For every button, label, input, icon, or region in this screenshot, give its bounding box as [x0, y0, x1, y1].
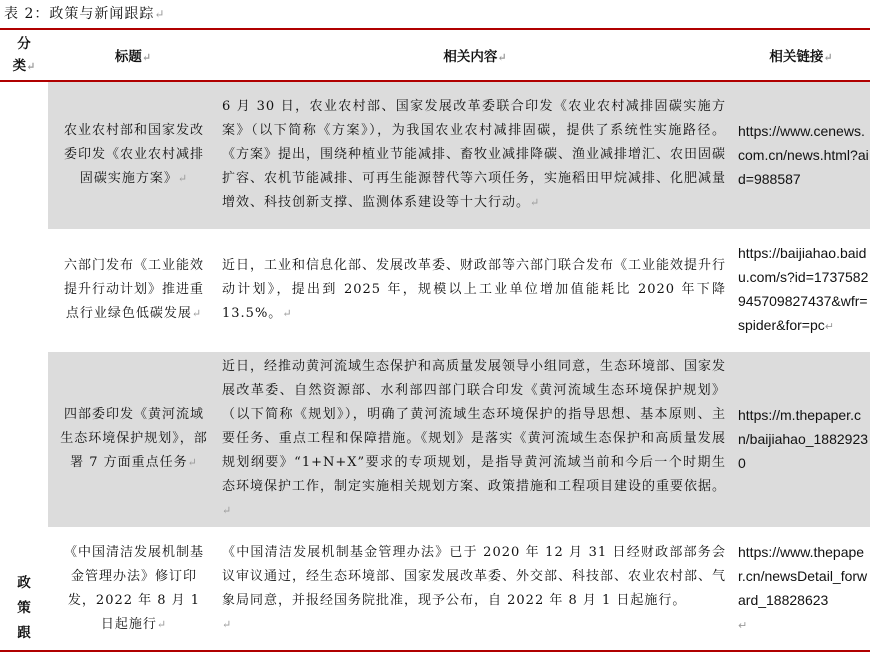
row-link[interactable]: https://m.thepaper.cn/baijiahao_18829230: [732, 351, 870, 527]
paragraph-mark-icon: ↵: [154, 7, 166, 21]
policy-news-table: [0, 28, 870, 652]
table-row: [0, 229, 870, 351]
row-title: 农业农村部和国家发改委印发《农业农村减排固碳实施方案》↵: [48, 81, 218, 229]
table-header-row: [0, 29, 870, 81]
row-content: 近日，经推动黄河流域生态保护和高质量发展领导小组同意，生态环境部、国家发展改革委、自然资源部、水利部四部门联合印发《黄河流域生态环境保护规划》（以下简称《规划》），明确了黄河流域生态环境保护的指导思想、基本原则、主要任务、重点工程和保障措施。《规划》是落实《黄河流域生态保护和高质量发展规划纲要》“1+N+X”要求的专项规划，是指导黄河流域当前和今后一个时期生态环境保护工作，制定实施相关规划方案、政策措施和工程项目建设的重要依据。↵: [218, 351, 732, 527]
row-link[interactable]: https://www.thepaper.cn/newsDetail_forward_18828623 ↵: [732, 527, 870, 651]
row-content: 近日，工业和信息化部、发展改革委、财政部等六部门联合发布《工业能效提升行动计划》，提出到 2025 年，规模以上工业单位增加值能耗比 2020 年下降 13.5%。↵: [218, 229, 732, 351]
table-row: [0, 527, 870, 651]
header-title: 标题↵: [48, 29, 218, 81]
header-link: 相关链接↵: [732, 29, 870, 81]
row-title: 四部委印发《黄河流域生态环境保护规划》，部署 7 方面重点任务↵: [48, 351, 218, 527]
table-caption: [4, 3, 165, 23]
row-content: 6 月 30 日，农业农村部、国家发展改革委联合印发《农业农村减排固碳实施方案》（以下简称《方案》），为我国农业农村减排固碳，提供了系统性实施路径。《方案》提出，围绕种植业节能减排、畜牧业减排降碳、渔业减排增汇、农田固碳扩容、农机节能减排、可再生能源替代等六项任务，实施稻田甲烷减排、化肥减量增效、科技创新支撑、监测体系建设等十大行动。↵: [218, 81, 732, 229]
row-link[interactable]: https://www.cenews.com.cn/news.html?aid=988587: [732, 81, 870, 229]
row-title: 《中国清洁发展机制基金管理办法》修订印发，2022 年 8 月 1 日起施行↵: [48, 527, 218, 651]
row-title: 六部门发布《工业能效提升行动计划》推进重点行业绿色低碳发展↵: [48, 229, 218, 351]
table-row: [0, 81, 870, 229]
caption-text: 表 2：政策与新闻跟踪: [4, 6, 155, 22]
row-link[interactable]: https://baijiahao.baidu.com/s?id=1737582945709827437&wfr=spider&for=pc↵: [732, 229, 870, 351]
header-content: 相关内容↵: [218, 29, 732, 81]
table-row: [0, 351, 870, 527]
row-content: 《中国清洁发展机制基金管理办法》已于 2020 年 12 月 31 日经财政部部务会议审议通过，经生态环境部、国家发展改革委、外交部、科技部、农业农村部、气象局同意，并报经国务院批准，现予公布，自 2022 年 8 月 1 日起施行。 ↵: [218, 527, 732, 651]
category-cell: 政 策 跟: [0, 81, 48, 651]
header-category: 分 类↵: [0, 29, 48, 81]
